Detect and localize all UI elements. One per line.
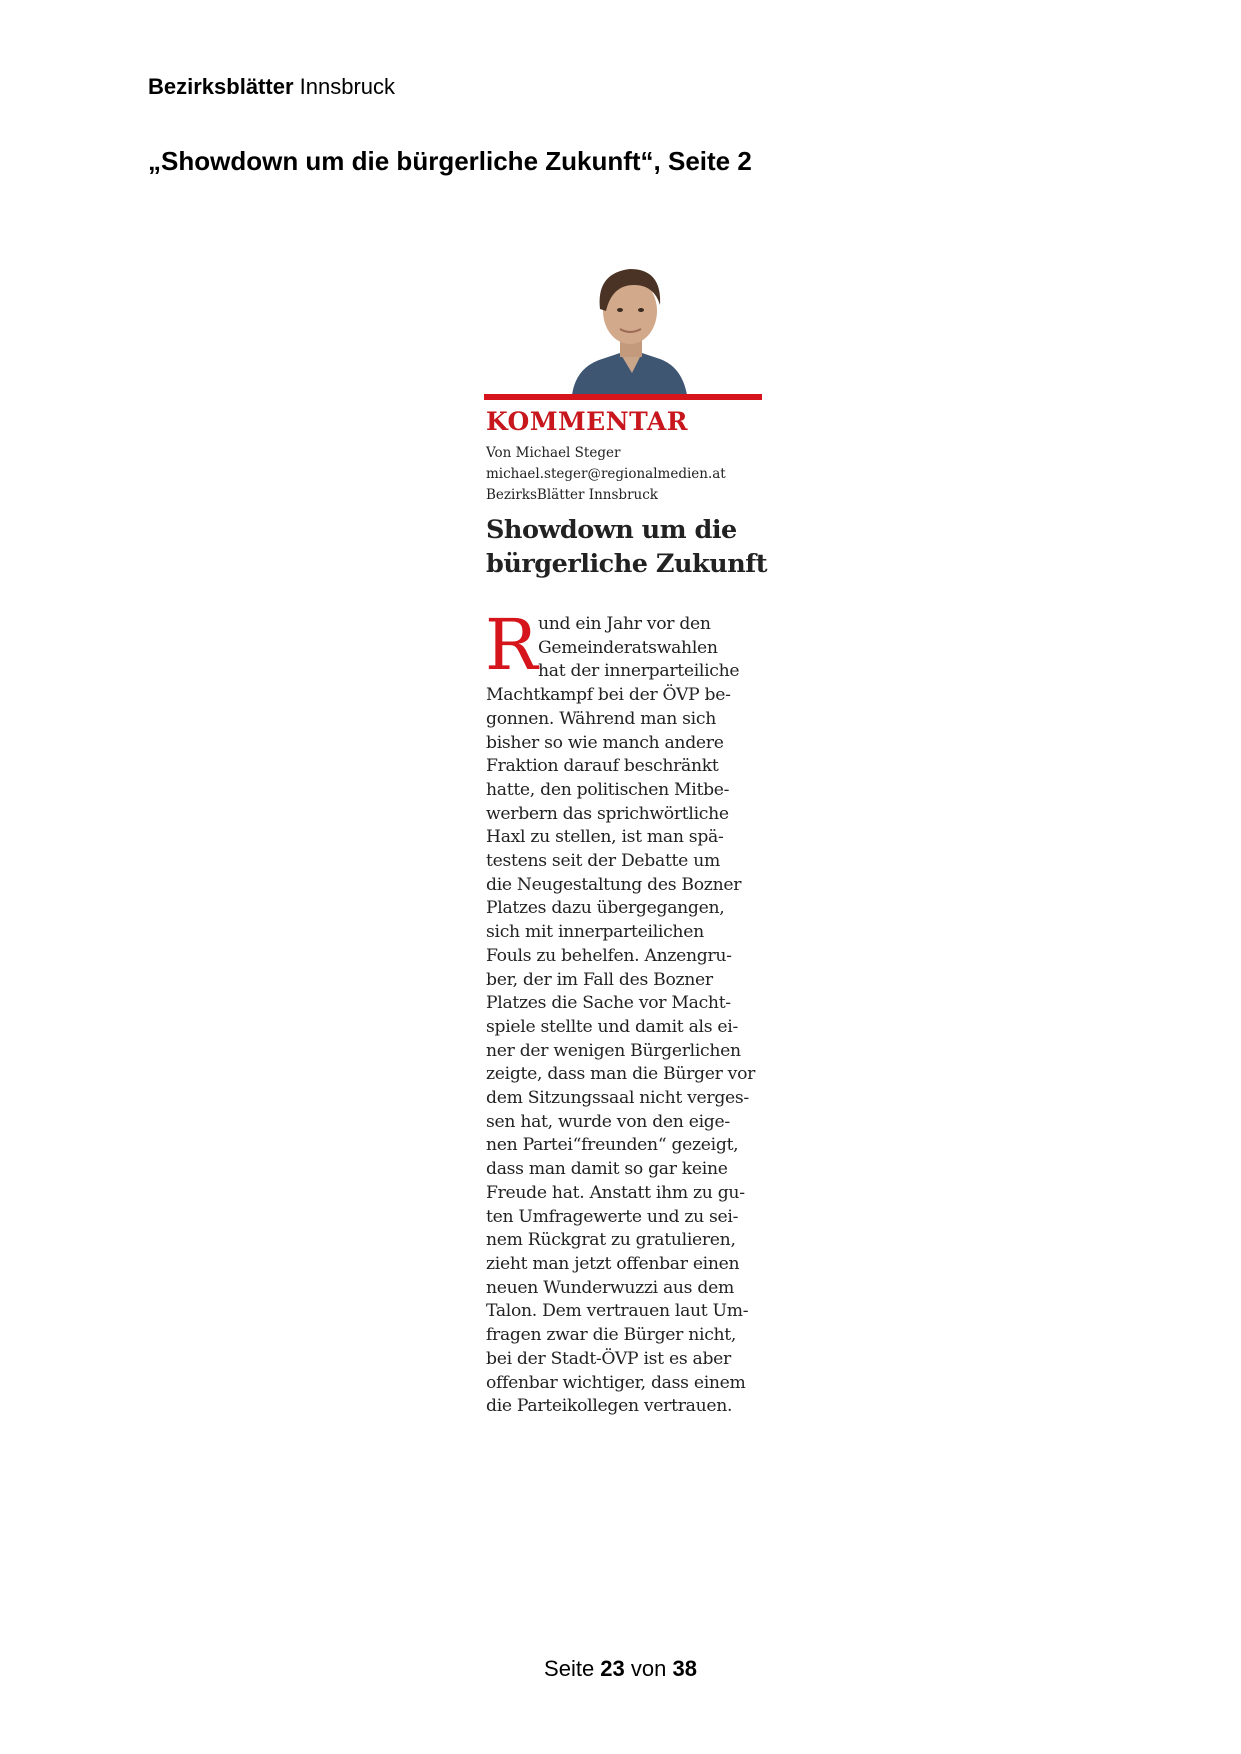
body-line: zeigte, dass man die Bürger vor [486, 1064, 756, 1085]
body-line: hatte, den politischen Mitbe- [486, 779, 730, 800]
article-body [485, 604, 776, 1419]
headline-line: bürgerliche Zukunft [486, 549, 767, 579]
author-portrait [484, 255, 769, 395]
body-line: bei der Stadt-ÖVP ist es aber [486, 1348, 731, 1369]
byline-author: Von Michael Steger [486, 445, 621, 461]
body-line: testens seit der Debatte um [486, 851, 720, 872]
body-line: Platzes dazu übergegangen, [486, 898, 725, 919]
newspaper-clipping [484, 255, 769, 1417]
body-line: nem Rückgrat zu gratulieren, [486, 1230, 736, 1251]
body-line: ner der wenigen Bürgerlichen [486, 1040, 741, 1061]
body-line: offenbar wichtiger, dass einem [486, 1372, 746, 1393]
section-label: KOMMENTAR [486, 407, 688, 436]
footer-middle: von [624, 1656, 673, 1681]
headline-line: Showdown um die [486, 515, 737, 545]
byline-outlet: BezirksBlätter Innsbruck [486, 487, 658, 503]
body-line: dass man damit so gar keine [486, 1159, 728, 1180]
body-line: fragen zwar die Bürger nicht, [486, 1325, 737, 1346]
body-line: sich mit innerparteilichen [486, 922, 704, 943]
red-divider [484, 394, 762, 400]
drop-cap: R [485, 604, 538, 686]
body-line: Gemeinderatswahlen [538, 637, 718, 658]
body-line: die Neugestaltung des Bozner [486, 874, 742, 895]
body-line: zieht man jetzt offenbar einen [486, 1253, 740, 1274]
body-line: ber, der im Fall des Bozner [486, 969, 713, 990]
total-page-count: 38 [672, 1656, 697, 1681]
body-line: hat der innerparteiliche [538, 661, 740, 682]
body-line: nen Partei“freunden“ gezeigt, [486, 1135, 739, 1156]
current-page-number: 23 [600, 1656, 625, 1681]
footer-prefix: Seite [544, 1656, 601, 1681]
publication-name: Bezirksblätter [148, 74, 294, 99]
article-headline [486, 513, 770, 581]
author-portrait-illustration [484, 255, 769, 395]
body-line: Platzes die Sache vor Macht- [486, 993, 731, 1014]
body-line: Fraktion darauf beschränkt [486, 756, 719, 777]
body-line: gonnen. Während man sich [486, 708, 716, 729]
byline-email: michael.steger@regionalmedien.at [486, 466, 726, 482]
body-line: spiele stellte und damit als ei- [486, 1016, 738, 1037]
page-footer [0, 1656, 1241, 1682]
body-line: neuen Wunderwuzzi aus dem [486, 1277, 734, 1298]
body-line: und ein Jahr vor den [538, 614, 711, 634]
body-line: Machtkampf bei der ÖVP be- [486, 685, 731, 706]
body-line: dem Sitzungssaal nicht verges- [486, 1088, 749, 1109]
body-line: Talon. Dem vertrauen laut Um- [486, 1301, 749, 1322]
body-line: sen hat, wurde von den eige- [486, 1111, 730, 1132]
body-line: Fouls zu behelfen. Anzengru- [486, 945, 732, 966]
publication-header [148, 74, 395, 100]
byline [486, 443, 726, 506]
body-line: Haxl zu stellen, ist man spä- [486, 827, 724, 848]
body-line: die Parteikollegen vertrauen. [486, 1396, 733, 1417]
body-line: ten Umfragewerte und zu sei- [486, 1206, 739, 1227]
publication-region: Innsbruck [293, 74, 396, 99]
body-line: werbern das sprichwörtliche [486, 803, 729, 824]
document-title: „Showdown um die bürgerliche Zukunft“, Seite 2 [148, 146, 752, 176]
body-line: Freude hat. Anstatt ihm zu gu- [486, 1182, 745, 1203]
body-line: bisher so wie manch andere [486, 732, 724, 753]
